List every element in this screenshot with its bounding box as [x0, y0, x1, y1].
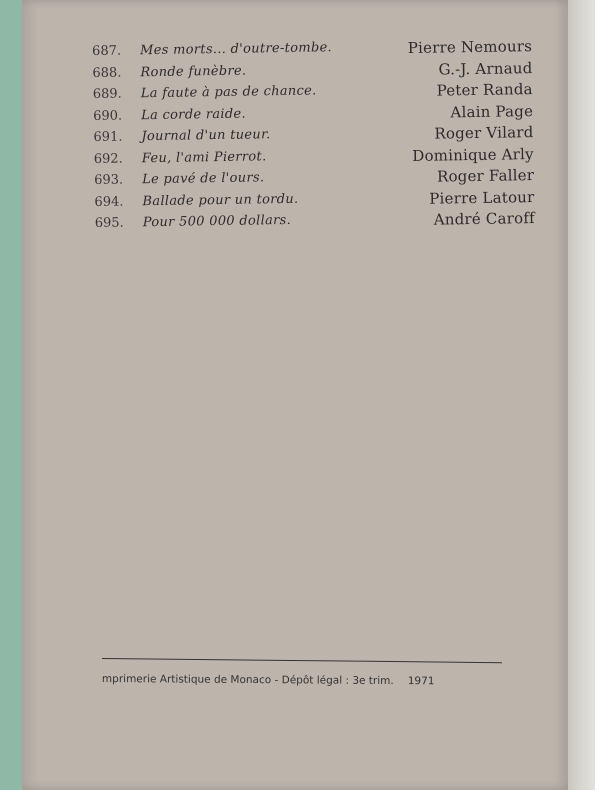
- book-title: Journal d'un tueur.: [141, 127, 271, 145]
- book-number: 689.: [92, 86, 122, 102]
- book-author: G.-J. Arnaud: [438, 58, 533, 79]
- book-number: 693.: [94, 172, 124, 188]
- book-number: 694.: [94, 194, 124, 210]
- book-title: Ballade pour un tordu.: [142, 191, 299, 209]
- book-title: La corde raide.: [141, 106, 246, 123]
- book-number: 691.: [93, 129, 123, 145]
- book-title: La faute à pas de chance.: [140, 83, 317, 102]
- book-title: Ronde funèbre.: [140, 63, 247, 80]
- book-page: [22, 0, 568, 790]
- imprint-text: mprimerie Artistique de Monaco - Dépôt légal : 3e trim.: [101, 673, 394, 688]
- imprint-year: 1971: [407, 675, 435, 688]
- book-number: 688.: [92, 65, 122, 81]
- book-author: Dominique Arly: [412, 144, 534, 165]
- book-author: Peter Randa: [436, 80, 533, 100]
- book-author: Pierre Latour: [429, 187, 535, 208]
- book-title: Mes morts... d'outre-tombe.: [139, 40, 333, 59]
- book-author: Roger Faller: [436, 166, 535, 186]
- book-author: Alain Page: [450, 101, 534, 121]
- book-title: Feu, l'ami Pierrot.: [141, 148, 267, 166]
- footer-divider: [102, 658, 502, 663]
- book-author: Roger Vilard: [434, 123, 534, 143]
- book-number: 692.: [93, 151, 123, 167]
- book-author: Pierre Nemours: [407, 37, 533, 58]
- book-number: 687.: [92, 43, 122, 59]
- book-title: Pour 500 000 dollars.: [142, 212, 292, 231]
- book-author: André Caroff: [433, 209, 535, 229]
- book-title: Le pavé de l'ours.: [142, 170, 265, 188]
- printer-imprint: [102, 673, 435, 687]
- book-list: [92, 37, 535, 237]
- book-number: 690.: [93, 108, 123, 124]
- book-number: 695.: [94, 215, 124, 231]
